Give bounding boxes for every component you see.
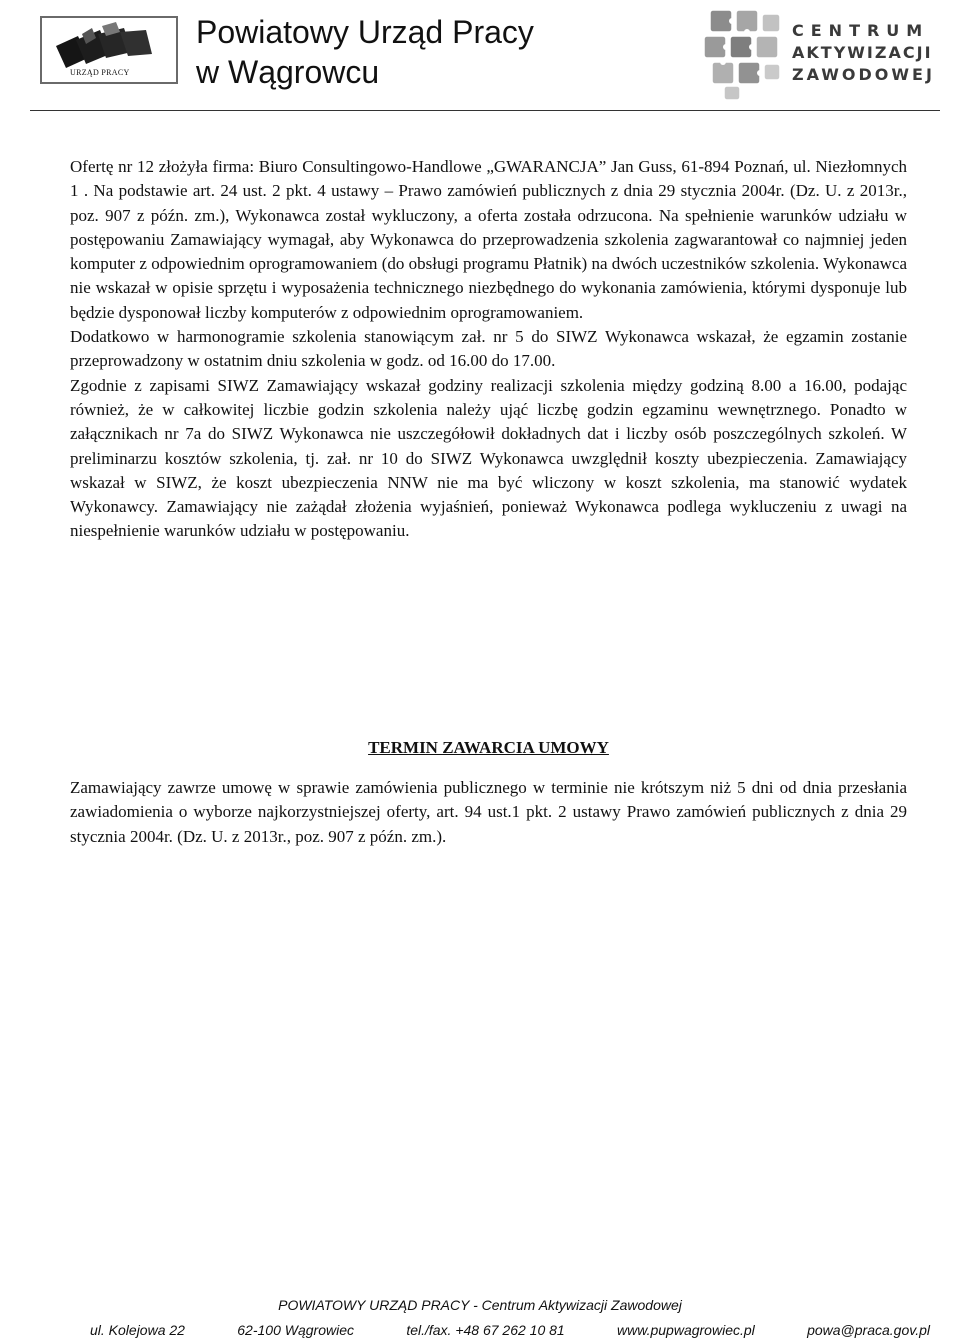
title-line-2: w Wągrowcu [196, 54, 380, 90]
page-header [0, 0, 960, 112]
footer-email-link[interactable]: powa@praca.gov.pl [807, 1322, 930, 1338]
footer-city: 62-100 Wągrowiec [237, 1322, 354, 1338]
puzzle-icon [700, 4, 792, 104]
centrum-logo-line-3: ZAWODOWEJ [792, 65, 935, 84]
footer-website-link[interactable]: www.pupwagrowiec.pl [617, 1322, 755, 1338]
footer-phone: tel./fax. +48 67 262 10 81 [406, 1322, 565, 1338]
centrum-logo-line-1: CENTRUM [792, 21, 930, 40]
title-line-1: Powiatowy Urząd Pracy [196, 14, 534, 50]
logo-caption: URZĄD PRACY [70, 68, 130, 77]
page-title [196, 12, 534, 92]
section-heading: TERMIN ZAWARCIA UMOWY [368, 738, 609, 757]
paragraph-harmonogram: Dodatkowo w harmonogramie szkolenia stanowiącym zał. nr 5 do SIWZ Wykonawca wskazał, że egzamin zostanie przeprowadzony w ostatnim dniu szkolenia w godz. od 16.00 do 17.00. [70, 327, 907, 371]
centrum-logo-line-2: AKTYWIZACJI [792, 43, 933, 62]
main-content [70, 155, 907, 544]
section-text: Zamawiający zawrze umowę w sprawie zamówienia publicznego w terminie nie krótszym niż 5 dni od dnia przesłania zawiadomienia o wyborze najkorzystniejszej oferty, art. 94 ust.1 pkt. 2 ustawy Prawo zamówień publicznych z dnia 29 stycznia 2004r. (Dz. U. z 2013r., poz. 907 z późn. zm.). [70, 778, 907, 846]
paragraph-offer-12: Ofertę nr 12 złożyła firma: Biuro Consultingowo-Handlowe „GWARANCJA” Jan Guss, 61-894 Poznań, ul. Niezłomnych 1 . Na podstawie art. 24 ust. 2 pkt. 4 ustawy – Prawo zamówień publicznych z dnia 29 stycznia 2004r. (Dz. U. z 2013r., poz. 907 z późn. zm.), Wykonawca został wykluczony, a oferta została odrzucona. Na spełnienie warunków udziału w postępowaniu Zamawiający wymagał, aby Wykonawca do przeprowadzenia szkolenia zagwarantował co najmniej jeden komputer z odpowiednim oprogramowaniem (do obsługi programu Płatnik) na dwóch uczestników szkolenia. Wykonawca nie wskazał w opisie sprzętu i wyposażenia technicznego niezbędnego do wykonania zamówienia, którymi dysponuje lub będzie dysponował liczby komputerów z odpowiednim oprogramowaniem. [70, 157, 907, 322]
header-divider [30, 110, 940, 111]
footer-org-name: POWIATOWY URZĄD PRACY - Centrum Aktywizacji Zawodowej [278, 1297, 682, 1313]
centrum-logo-text [792, 20, 935, 86]
urzad-pracy-logo [40, 16, 178, 84]
centrum-aktywizacji-logo [700, 4, 950, 104]
paragraph-siwz: Zgodnie z zapisami SIWZ Zamawiający wskazał godziny realizacji szkolenia między godziną 8.00 a 16.00, podając również, że w całkowitej liczbie godzin szkolenia należy ująć liczbę godzin egzaminu wewnętrznego. Ponadto w załącznikach nr 7a do SIWZ Wykonawca nie uszczegółowił dokładnych dat i liczby osób poszczególnych szkoleń. W preliminarzu kosztów szkolenia, tj. zał. nr 10 do SIWZ Wykonawca uwzględnił koszty ubezpieczenia. Zamawiający wskazał w SIWZ, że koszt ubezpieczenia NNW nie ma być wliczony w koszt szkolenia, ma stanowić wydatek Wykonawcy. Zamawiający nie zażądał złożenia wyjaśnień, ponieważ Wykonawca podlega wykluczeniu z uwagi na niespełnienie warunków udziału w postępowaniu. [70, 375, 907, 541]
footer-address: ul. Kolejowa 22 [90, 1322, 185, 1338]
footer-contact [90, 1322, 930, 1338]
